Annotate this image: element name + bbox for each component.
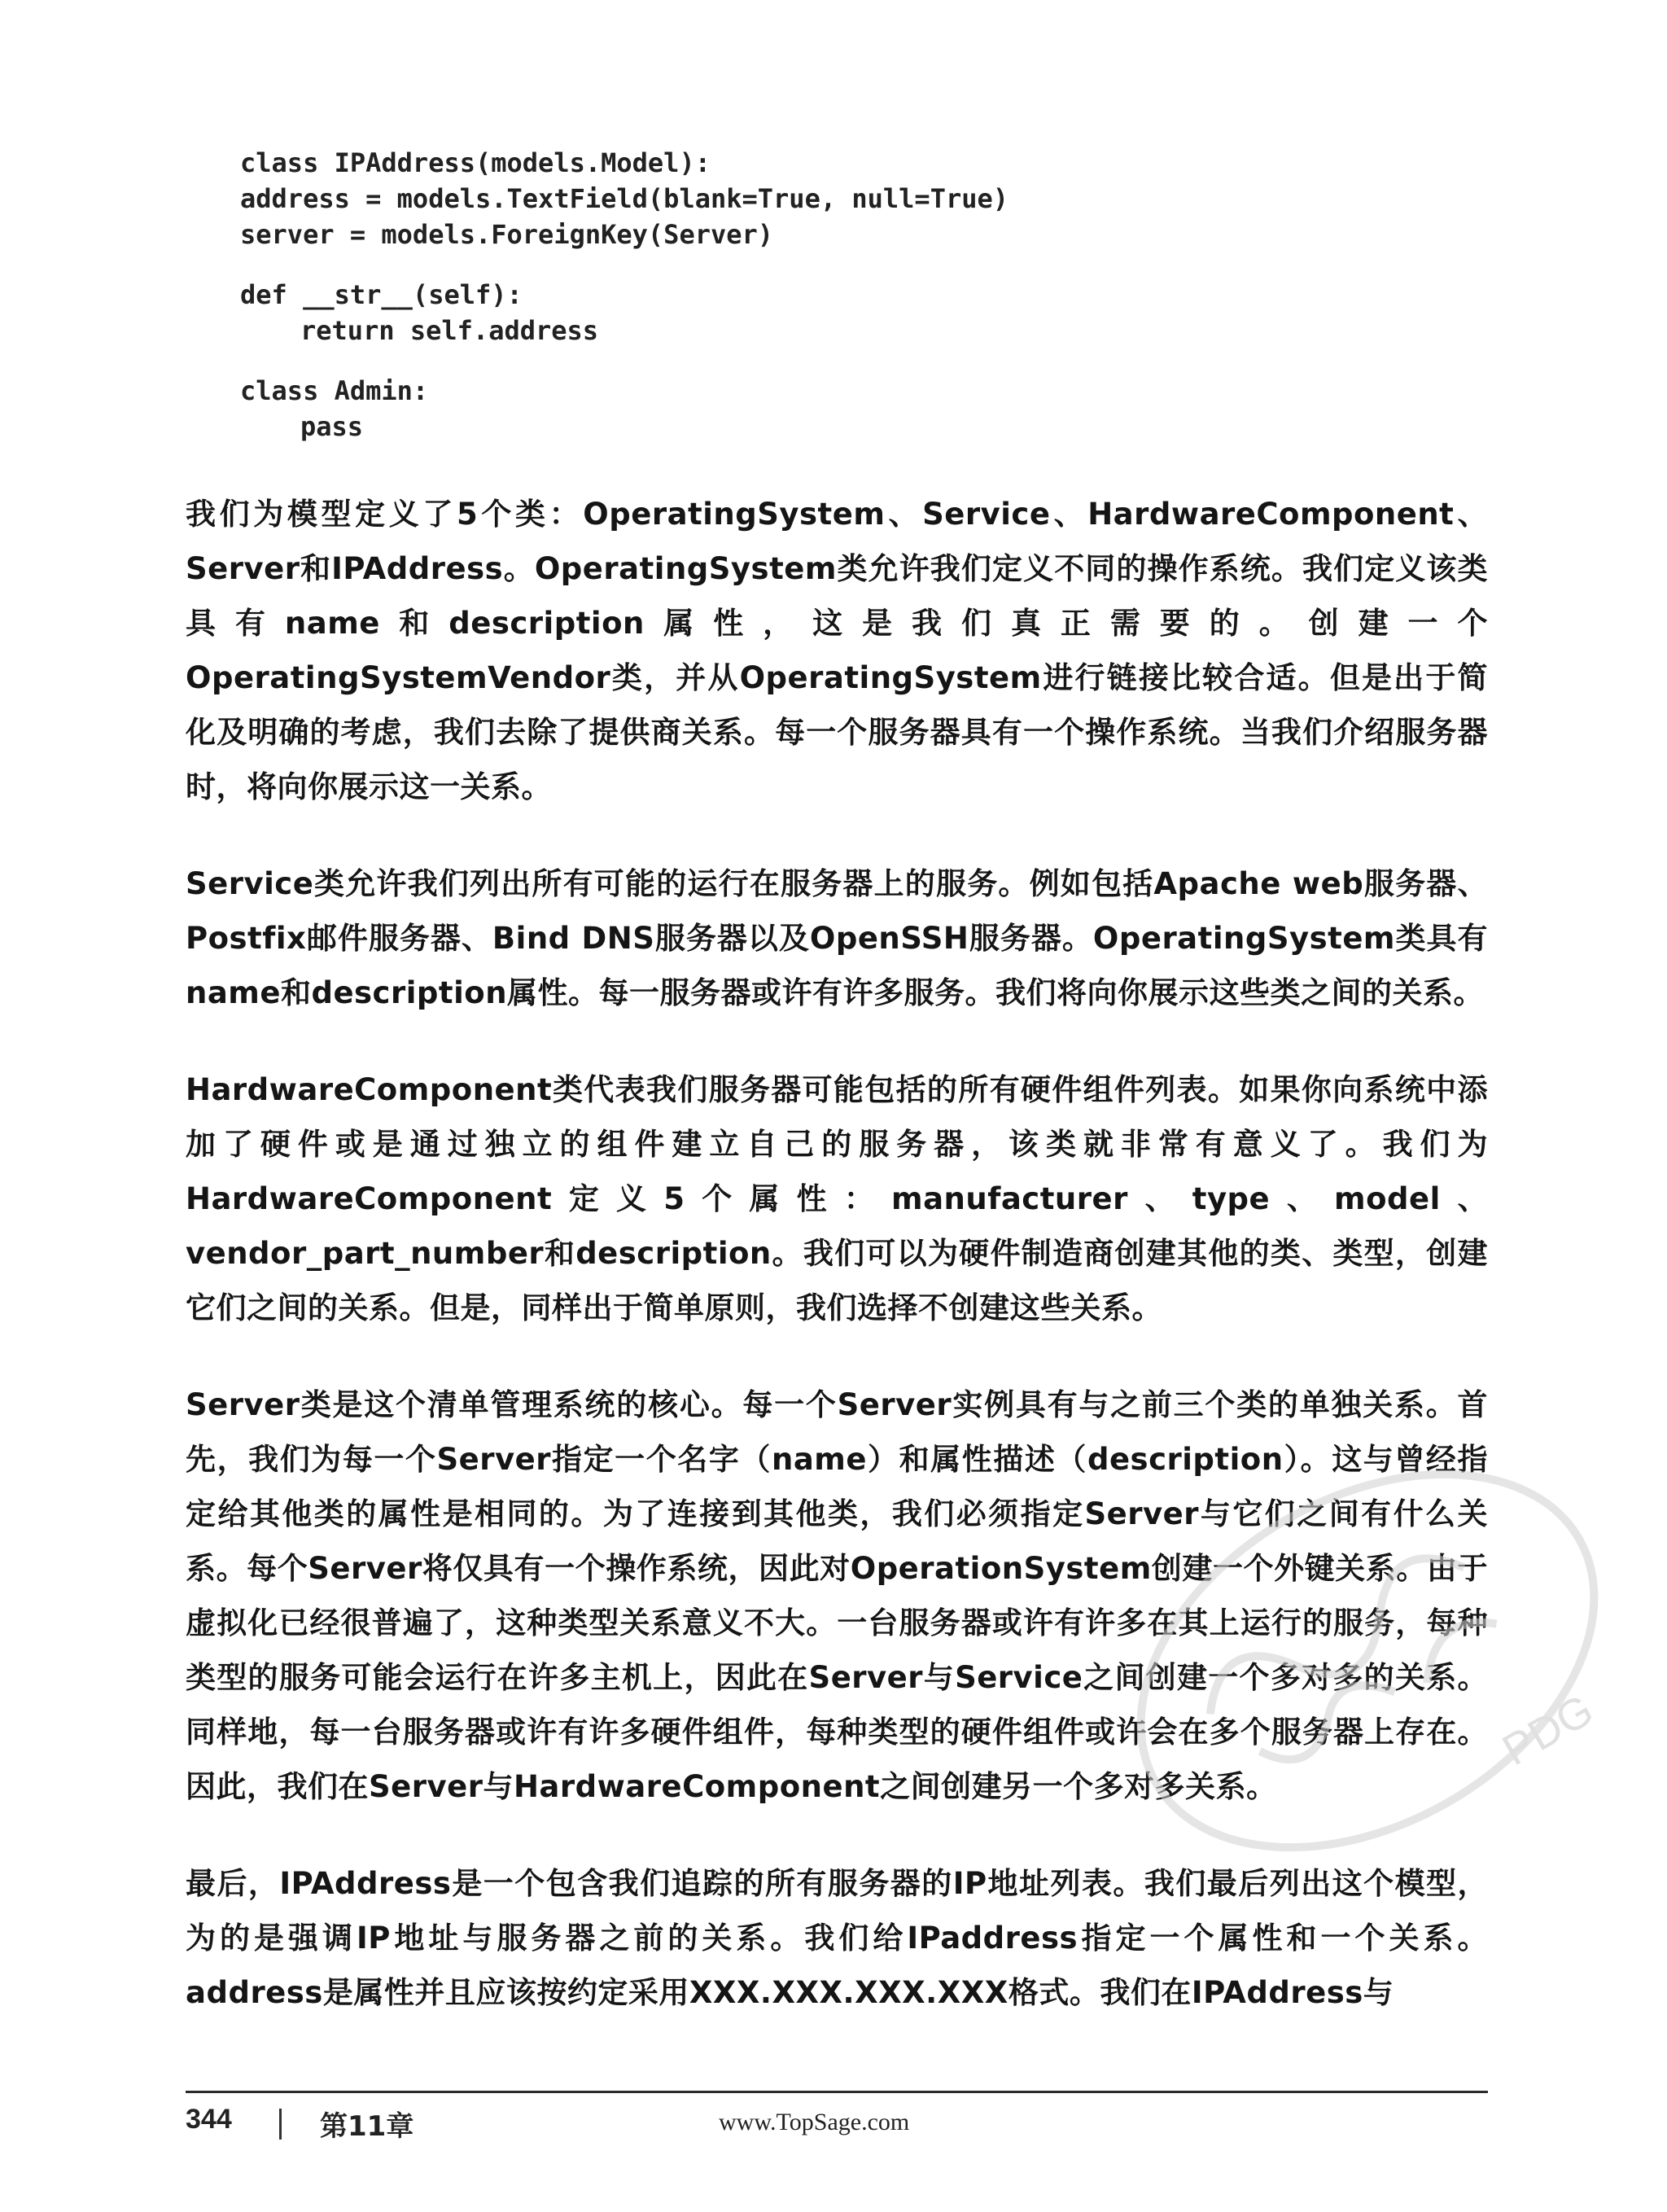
- footer-rule: [186, 2091, 1488, 2093]
- site-url: www.TopSage.com: [719, 2109, 910, 2135]
- code-line: address = models.TextField(blank=True, null=True): [240, 183, 1009, 214]
- footer-divider: [279, 2109, 282, 2140]
- code-block: [240, 145, 1009, 445]
- paragraph: HardwareComponent类代表我们服务器可能包括的所有硬件组件列表。如果你向系统中添加了硬件或是通过独立的组件建立自己的服务器，该类就非常有意义了。我们为HardwareComponent定义5个属性：manufacturer、type、model、vendor_part_number和description。我们可以为硬件制造商创建其他的类、类型，创建它们之间的关系。但是，同样出于简单原则，我们选择不创建这些关系。: [186, 1072, 1488, 1325]
- watermark-seal: [1091, 1417, 1644, 1905]
- code-line: def __str__(self):: [240, 279, 523, 310]
- page-footer: [186, 2104, 1488, 2153]
- paragraph: Server类是这个清单管理系统的核心。每一个Server实例具有与之前三个类的单独关系。首先，我们为每一个Server指定一个名字（name）和属性描述（description）。这与曾经指定给其他类的属性是相同的。为了连接到其他类，我们必须指定Server与它们之间有什么关系。每个Server将仅具有一个操作系统，因此对OperationSystem创建一个外键关系。由于虚拟化已经很普遍了，这种类型关系意义不大。一台服务器或许有许多在其上运行的服务，每种类型的服务可能会运行在许多主机上，因此在Server与Service之间创建一个多对多的关系。同样地，每一台服务器或许有许多硬件组件，每种类型的硬件组件或许会在多个服务器上存在。因此，我们在Server与HardwareComponent之间创建另一个多对多关系。: [186, 1387, 1488, 1804]
- page-number: 344: [186, 2104, 232, 2135]
- code-line: return self.address: [300, 315, 599, 346]
- code-line: class Admin:: [240, 375, 429, 406]
- paragraph: 我们为模型定义了5个类：OperatingSystem、Service、HardwareComponent、Server和IPAddress。OperatingSystem类允许我们定义不同的操作系统。我们定义该类具有name和description属性，这是我们真正需要的。创建一个OperatingSystemVendor类，并从OperatingSystem进行链接比较合适。但是出于简化及明确的考虑，我们去除了提供商关系。每一个服务器具有一个操作系统。当我们介绍服务器时，将向你展示这一关系。: [186, 497, 1488, 804]
- code-line: pass: [300, 411, 364, 442]
- watermark-text: PDG: [1494, 1684, 1602, 1776]
- chapter-label: 第11章: [320, 2110, 414, 2143]
- paragraph: Service类允许我们列出所有可能的运行在服务器上的服务。例如包括Apache web服务器、Postfix邮件服务器、Bind DNS服务器以及OpenSSH服务器。OperatingSystem类具有name和description属性。每一服务器或许有许多服务。我们将向你展示这些类之间的关系。: [186, 866, 1488, 1010]
- code-line: server = models.ForeignKey(Server): [240, 219, 774, 250]
- code-line: class IPAddress(models.Model):: [240, 147, 711, 178]
- paragraph: 最后，IPAddress是一个包含我们追踪的所有服务器的IP地址列表。我们最后列出这个模型，为的是强调IP地址与服务器之前的关系。我们给IPaddress指定一个属性和一个关系。address是属性并且应该按约定采用XXX.XXX.XXX.XXX格式。我们在IPAddress与: [186, 1866, 1488, 2010]
